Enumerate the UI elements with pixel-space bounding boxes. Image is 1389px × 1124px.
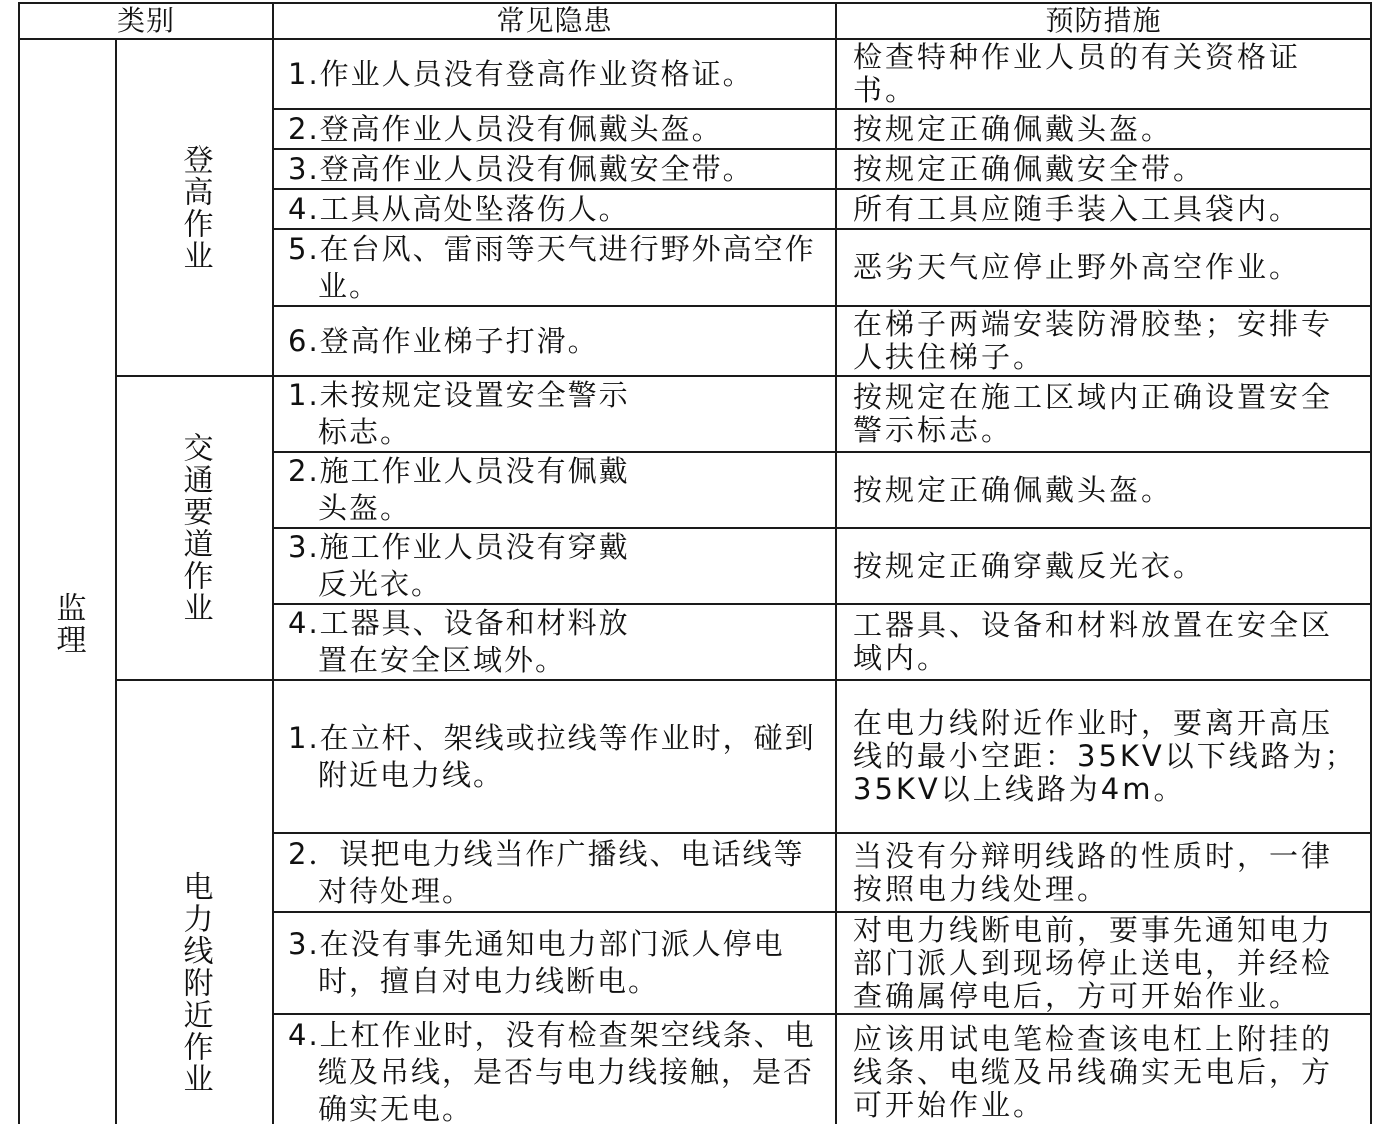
measure-cell [836,39,1371,109]
hazard-text: 1.在立杆、架线或拉线等作业时，碰到附近电力线。 [288,720,816,792]
hazard-prevention-table [18,2,1372,1124]
hazard-cell [273,306,836,376]
measure-cell [836,1014,1371,1124]
measure-text: 在梯子两端安装防滑胶垫；安排专人扶住梯子。 [853,307,1334,374]
category-cell-height-work [116,39,273,376]
measure-text: 恶劣天气应停止野外高空作业。 [853,250,1302,284]
hazard-text: 4.上杠作业时，没有检查架空线条、电缆及吊线，是否与电力线接触，是否确实无电。 [288,1017,816,1124]
measure-cell [836,229,1371,306]
measure-text: 工器具、设备和材料放置在安全区域内。 [853,608,1334,675]
measure-cell [836,376,1371,452]
table-row [19,680,1371,833]
measure-cell [836,452,1371,528]
supervision-cell [19,39,116,1124]
measure-cell [836,109,1371,149]
hazard-cell [273,1014,836,1124]
hazard-cell [273,229,836,306]
category-label-traffic-work: 交通要道作业 [177,432,213,624]
category-label-power-line-work: 电力线附近作业 [177,871,213,1095]
measure-text: 在电力线附近作业时，要离开高压线的最小空距：35KV以下线路为；35KV以上线路为4m。 [853,706,1357,806]
measure-text: 按规定正确佩戴安全带。 [853,151,1206,186]
measure-cell [836,912,1371,1014]
category-cell-traffic-work [116,376,273,680]
table-header-row [19,3,1371,39]
measure-cell [836,833,1371,912]
hazard-cell [273,604,836,680]
hazard-text: 2.登高作业人员没有佩戴头盔。 [288,111,723,146]
hazard-cell [273,39,836,109]
measure-text: 按规定在施工区域内正确设置安全警示标志。 [853,380,1334,447]
header-hazards: 常见隐患 [273,3,836,39]
measure-text: 所有工具应随手装入工具袋内。 [853,191,1302,226]
hazard-cell [273,149,836,189]
supervision-label: 监理 [50,591,86,656]
measure-text: 按规定正确佩戴头盔。 [853,111,1174,146]
hazard-cell [273,912,836,1014]
category-cell-power-line-work [116,680,273,1124]
hazard-cell [273,528,836,604]
hazard-text: 3.登高作业人员没有佩戴安全带。 [288,151,754,186]
measure-text: 应该用试电笔检查该电杠上附挂的线条、电缆及吊线确实无电后，方可开始作业。 [853,1021,1334,1122]
header-category: 类别 [19,3,273,39]
hazard-text: 1.作业人员没有登高作业资格证。 [288,56,754,91]
hazard-text: 3.施工作业人员没有穿戴反光衣。 [288,530,630,601]
measure-cell [836,604,1371,680]
table-row [19,376,1371,452]
hazard-text: 2．误把电力线当作广播线、电话线等对待处理。 [288,836,805,908]
measure-text: 按规定正确穿戴反光衣。 [853,548,1206,583]
hazard-cell [273,189,836,229]
hazard-text: 4.工器具、设备和材料放置在安全区域外。 [288,606,630,677]
measure-cell [836,189,1371,229]
hazard-text: 1.未按规定设置安全警示标志。 [288,378,630,449]
measure-text: 当没有分辩明线路的性质时，一律按照电力线处理。 [853,838,1334,906]
hazard-cell [273,109,836,149]
measure-cell [836,680,1371,833]
measure-text: 按规定正确佩戴头盔。 [853,472,1174,507]
hazard-cell [273,680,836,833]
measure-cell [836,149,1371,189]
measure-cell [836,306,1371,376]
hazard-text: 4.工具从高处坠落伤人。 [288,191,630,226]
measure-text: 对电力线断电前，要事先通知电力部门派人到现场停止送电，并经检查确属停电后，方可开始作业。 [853,912,1334,1013]
hazard-cell [273,376,836,452]
hazard-cell [273,833,836,912]
hazard-text: 2.施工作业人员没有佩戴头盔。 [288,454,630,525]
table-row [19,39,1371,109]
hazard-text: 5.在台风、雷雨等天气进行野外高空作业。 [288,231,816,303]
header-measures: 预防措施 [836,3,1371,39]
measure-text: 检查特种作业人员的有关资格证书。 [853,40,1302,107]
category-label-height-work: 登高作业 [177,143,213,272]
hazard-text: 6.登高作业梯子打滑。 [288,323,599,358]
hazard-text: 3.在没有事先通知电力部门派人停电时，擅自对电力线断电。 [288,927,785,998]
hazard-cell [273,452,836,528]
measure-cell [836,528,1371,604]
